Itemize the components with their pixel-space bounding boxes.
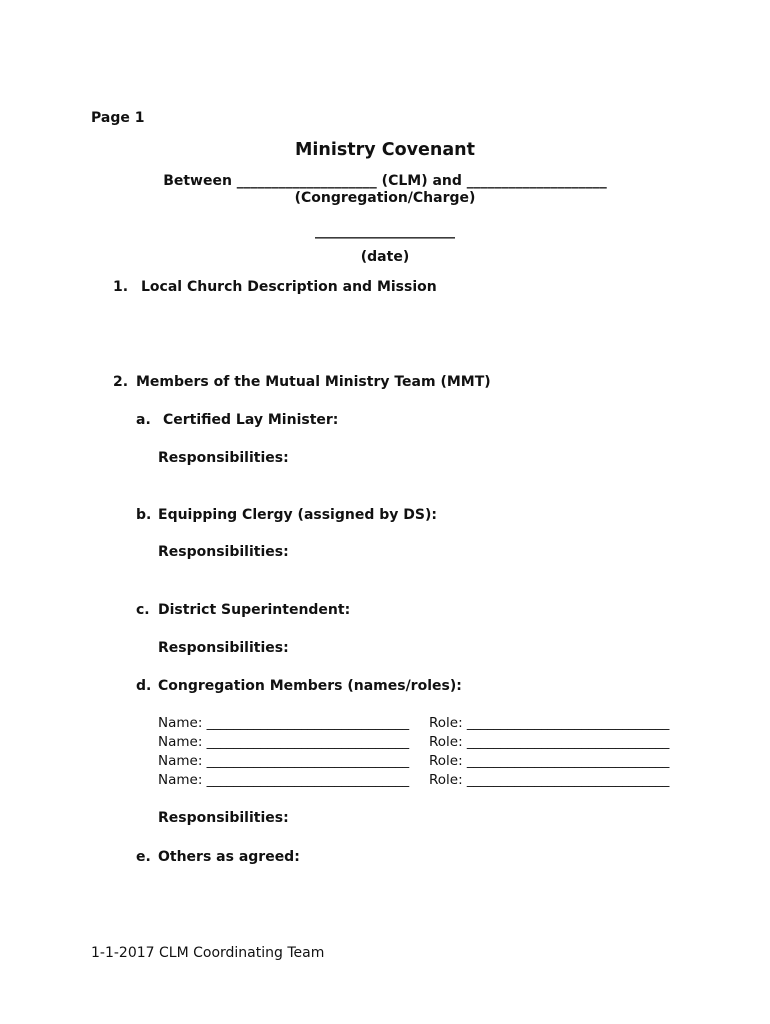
role-field[interactable]: Role: ______________________________ — [429, 753, 670, 769]
name-field[interactable]: Name: ______________________________ — [158, 715, 410, 731]
section-1-heading: Local Church Description and Mission — [141, 279, 437, 295]
name-field[interactable]: Name: ______________________________ — [158, 753, 410, 769]
name-field[interactable]: Name: ______________________________ — [158, 734, 410, 750]
section-2-heading: Members of the Mutual Ministry Team (MMT) — [136, 374, 491, 390]
subsection-e-heading: Others as agreed: — [158, 849, 300, 865]
between-line-continued: (Congregation/Charge) — [294, 190, 476, 206]
between-line: Between ____________________ (CLM) and ____________________ — [163, 173, 607, 189]
subsection-c-letter: c. — [136, 602, 150, 618]
subsection-c-heading: District Superintendent: — [158, 602, 351, 618]
role-field[interactable]: Role: ______________________________ — [429, 734, 670, 750]
date-blank: ____________________ — [315, 223, 455, 239]
subsection-b-heading: Equipping Clergy (assigned by DS): — [158, 507, 437, 523]
page-label: Page 1 — [91, 110, 145, 126]
section-2-number: 2. — [113, 374, 129, 390]
subsection-d-heading: Congregation Members (names/roles): — [158, 678, 462, 694]
footer-text: 1-1-2017 CLM Coordinating Team — [91, 945, 325, 961]
subsection-e-letter: e. — [136, 849, 151, 865]
role-field[interactable]: Role: ______________________________ — [429, 772, 670, 788]
subsection-d-responsibilities: Responsibilities: — [158, 810, 289, 826]
role-field[interactable]: Role: ______________________________ — [429, 715, 670, 731]
document-title: Ministry Covenant — [294, 140, 476, 160]
subsection-b-responsibilities: Responsibilities: — [158, 544, 289, 560]
subsection-d-letter: d. — [136, 678, 152, 694]
subsection-b-letter: b. — [136, 507, 152, 523]
name-field[interactable]: Name: ______________________________ — [158, 772, 410, 788]
subsection-a-heading: Certified Lay Minister: — [163, 412, 339, 428]
date-label: (date) — [360, 249, 410, 265]
subsection-c-responsibilities: Responsibilities: — [158, 640, 289, 656]
section-1-number: 1. — [113, 279, 129, 295]
subsection-a-responsibilities: Responsibilities: — [158, 450, 289, 466]
subsection-a-letter: a. — [136, 412, 151, 428]
